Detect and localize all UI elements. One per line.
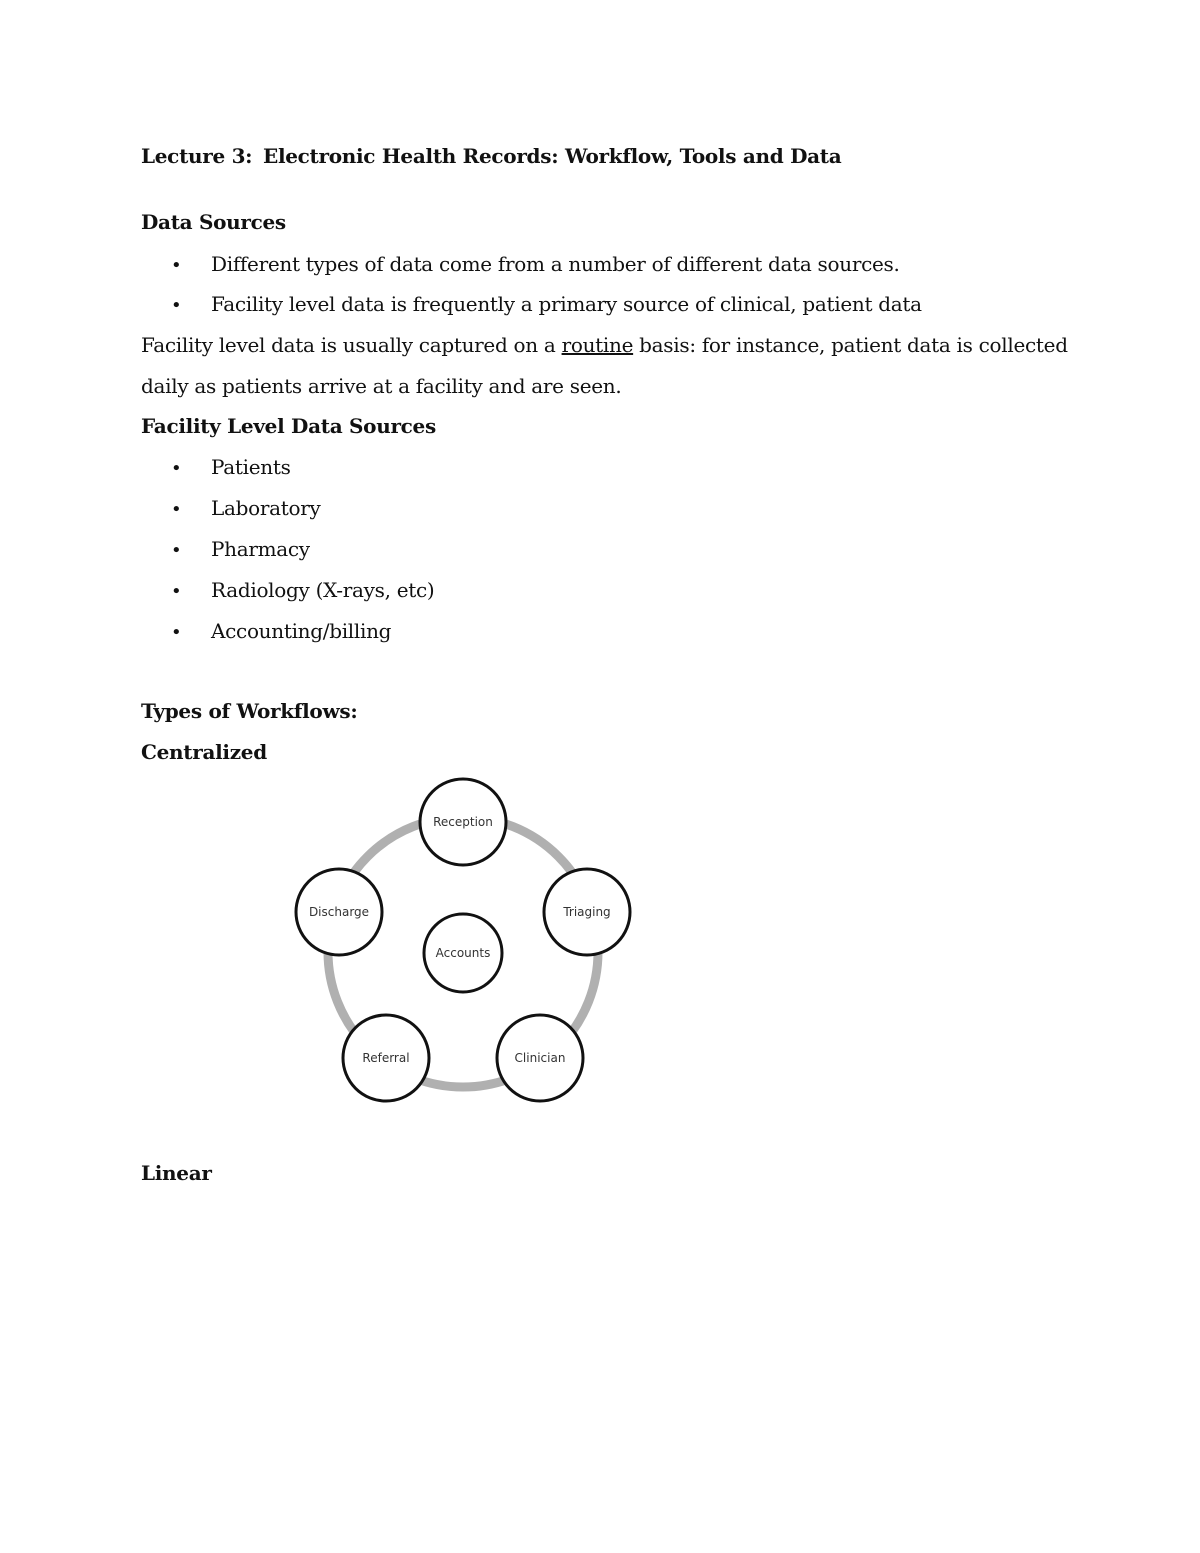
paragraph-text: basis: for instance, patient data is collected <box>633 333 1068 357</box>
facility-source-bullet <box>171 576 434 606</box>
bullet-text: Facility level data is frequently a primary source of clinical, patient data <box>211 292 922 316</box>
centralized-workflow-diagram <box>280 770 650 1115</box>
data-sources-bullet <box>171 250 900 280</box>
linear-heading: Linear <box>141 1161 212 1185</box>
facility-source-bullet <box>171 617 391 647</box>
paragraph-line: daily as patients arrive at a facility and are seen. <box>141 374 622 398</box>
bullet-text: Accounting/billing <box>211 619 392 643</box>
node-discharge <box>296 869 382 955</box>
bullet-icon: • <box>171 581 182 602</box>
document-title <box>141 142 841 170</box>
node-label: Reception <box>433 815 493 829</box>
centralized-heading: Centralized <box>141 740 267 764</box>
bullet-icon: • <box>171 458 182 479</box>
data-sources-bullet <box>171 290 922 320</box>
bullet-icon: • <box>171 255 182 276</box>
node-label: Accounts <box>435 946 491 960</box>
node-reception <box>420 779 506 865</box>
node-clinician <box>497 1015 583 1101</box>
node-label: Referral <box>362 1051 410 1065</box>
node-accounts-center <box>424 914 502 992</box>
node-label: Triaging <box>563 905 611 919</box>
bullet-icon: • <box>171 295 182 316</box>
paragraph-line <box>141 331 1068 359</box>
lecture-title: Electronic Health Records: Workflow, Tools and Data <box>263 144 842 168</box>
node-label: Clinician <box>514 1051 566 1065</box>
bullet-text: Patients <box>211 455 291 479</box>
lecture-number: Lecture 3: <box>141 144 253 168</box>
facility-source-bullet <box>171 535 310 565</box>
bullet-text: Radiology (X-rays, etc) <box>211 578 435 602</box>
bullet-text: Laboratory <box>211 496 321 520</box>
node-triaging <box>544 869 630 955</box>
node-label: Discharge <box>308 905 370 919</box>
facility-source-bullet <box>171 494 320 524</box>
facility-sources-heading: Facility Level Data Sources <box>141 414 436 438</box>
data-sources-heading: Data Sources <box>141 210 286 234</box>
underlined-word: routine <box>561 333 634 357</box>
bullet-icon: • <box>171 622 182 643</box>
node-referral <box>343 1015 429 1101</box>
diagram-svg <box>280 770 650 1115</box>
bullet-text: Different types of data come from a number of different data sources. <box>211 252 900 276</box>
workflows-heading: Types of Workflows: <box>141 699 358 723</box>
paragraph-text: Facility level data is usually captured on a <box>141 333 562 357</box>
facility-source-bullet <box>171 453 291 483</box>
bullet-icon: • <box>171 499 182 520</box>
bullet-icon: • <box>171 540 182 561</box>
bullet-text: Pharmacy <box>211 537 310 561</box>
